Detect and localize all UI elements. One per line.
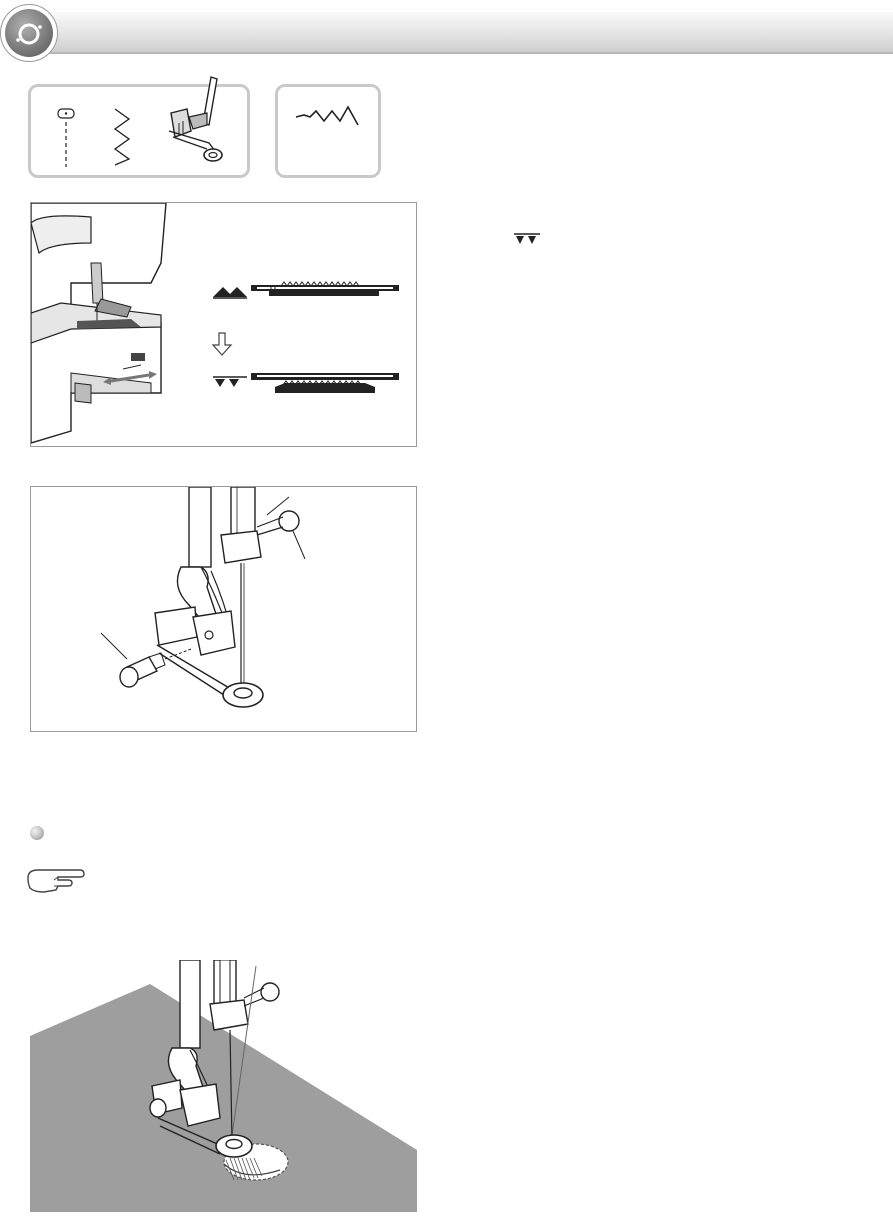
free-motion-stitch-icon [294,103,368,129]
foot-attachment-figure [30,486,417,732]
section-bullet-icon [30,826,44,840]
feed-dog-lowered-diagram [213,373,399,393]
machine-settings-box [28,84,250,178]
badge-inner [5,9,53,57]
darning-embroidery-foot-icon [149,73,229,173]
sewing-machine-illustration [31,203,417,447]
section-header-bar [28,12,893,54]
feed-dog-raised-diagram [213,282,399,298]
straight-needle-position-icon [55,107,79,169]
feed-dog-lowered-icon [512,232,542,246]
foot-symbol-icon [5,9,53,57]
feed-dog-figure [30,202,417,447]
down-arrow-icon [213,333,231,355]
stitch-pattern-box [275,84,381,178]
foot-screw-icon [120,649,191,687]
pointing-hand-icon [24,864,86,896]
sewing-demo-figure [30,960,417,1212]
presser-foot-badge-icon [0,4,58,62]
zigzag-stitch-icon [111,105,135,169]
foot-attachment-illustration [31,487,417,732]
free-motion-sewing-illustration [30,960,417,1212]
